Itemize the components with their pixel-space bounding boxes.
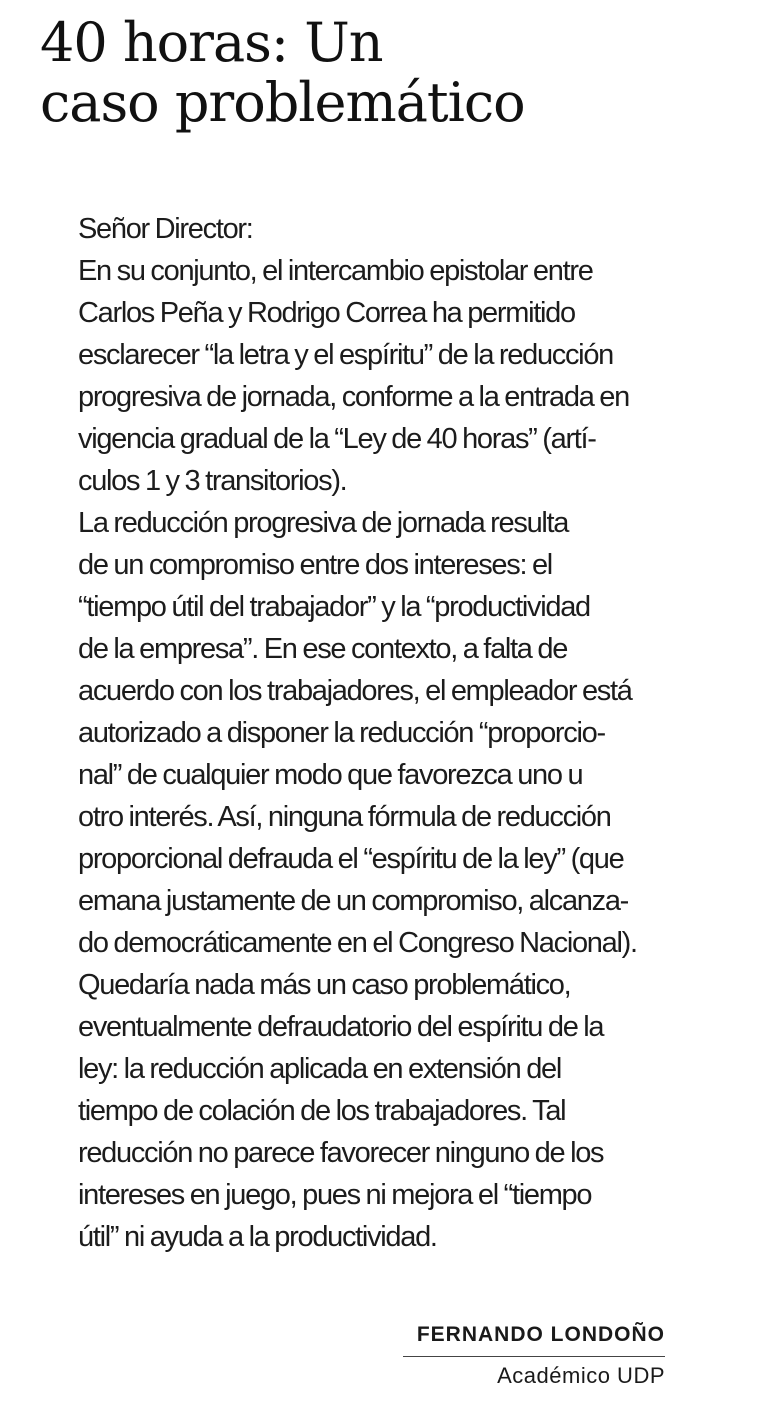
body-line: do democráticamente en el Congreso Nacional). [78, 927, 637, 959]
body-line: tiempo de colación de los trabajadores. Tal [78, 1095, 566, 1127]
body-line: proporcional defrauda el “espíritu de la ley” (que [78, 843, 624, 875]
paragraph-1 [40, 250, 670, 502]
paragraph-3 [40, 964, 670, 1258]
body-line: otro interés. Así, ninguna fórmula de reducción [78, 801, 611, 833]
headline [40, 13, 670, 133]
signature-block [403, 1320, 665, 1393]
body-line: En su conjunto, el intercambio epistolar entre [78, 255, 593, 287]
body-line: esclarecer “la letra y el espíritu” de la reducción [78, 339, 613, 371]
body-line: Carlos Peña y Rodrigo Correa ha permitido [78, 297, 575, 329]
letter-article [40, 0, 670, 1258]
body-line: emana justamente de un compromiso, alcanza- [78, 885, 629, 917]
body-line: reducción no parece favorecer ninguno de los [78, 1137, 604, 1169]
body-line: Quedaría nada más un caso problemático, [78, 969, 571, 1001]
body-line: eventualmente defraudatorio del espíritu de la [78, 1011, 604, 1043]
paragraph-2 [40, 502, 670, 964]
body-line: La reducción progresiva de jornada resulta [78, 507, 569, 539]
body-line: culos 1 y 3 transitorios). [78, 465, 347, 497]
body-line: de un compromiso entre dos intereses: el [78, 549, 552, 581]
body-line: útil” ni ayuda a la productividad. [78, 1221, 437, 1253]
headline-line-1: 40 horas: Un [40, 11, 383, 74]
author-title: Académico UDP [497, 1363, 665, 1388]
body-line: ley: la reducción aplicada en extensión del [78, 1053, 562, 1085]
body-line: progresiva de jornada, conforme a la entrada en [78, 381, 629, 413]
salutation-text: Señor Director: [78, 213, 253, 245]
salutation [40, 208, 670, 250]
author-name: FERNANDO LONDOÑO [403, 1320, 665, 1357]
body-line: nal” de cualquier modo que favorezca uno u [78, 759, 583, 791]
body-line: vigencia gradual de la “Ley de 40 horas” (artí- [78, 423, 596, 455]
headline-line-2: caso problemático [40, 71, 525, 134]
body-line: autorizado a disponer la reducción “proporcio- [78, 717, 605, 749]
letter-body [40, 208, 670, 1258]
body-line: acuerdo con los trabajadores, el empleador está [78, 675, 632, 707]
body-line: intereses en juego, pues ni mejora el “tiempo [78, 1179, 592, 1211]
body-line: de la empresa”. En ese contexto, a falta de [78, 633, 568, 665]
body-line: “tiempo útil del trabajador” y la “productividad [78, 591, 590, 623]
